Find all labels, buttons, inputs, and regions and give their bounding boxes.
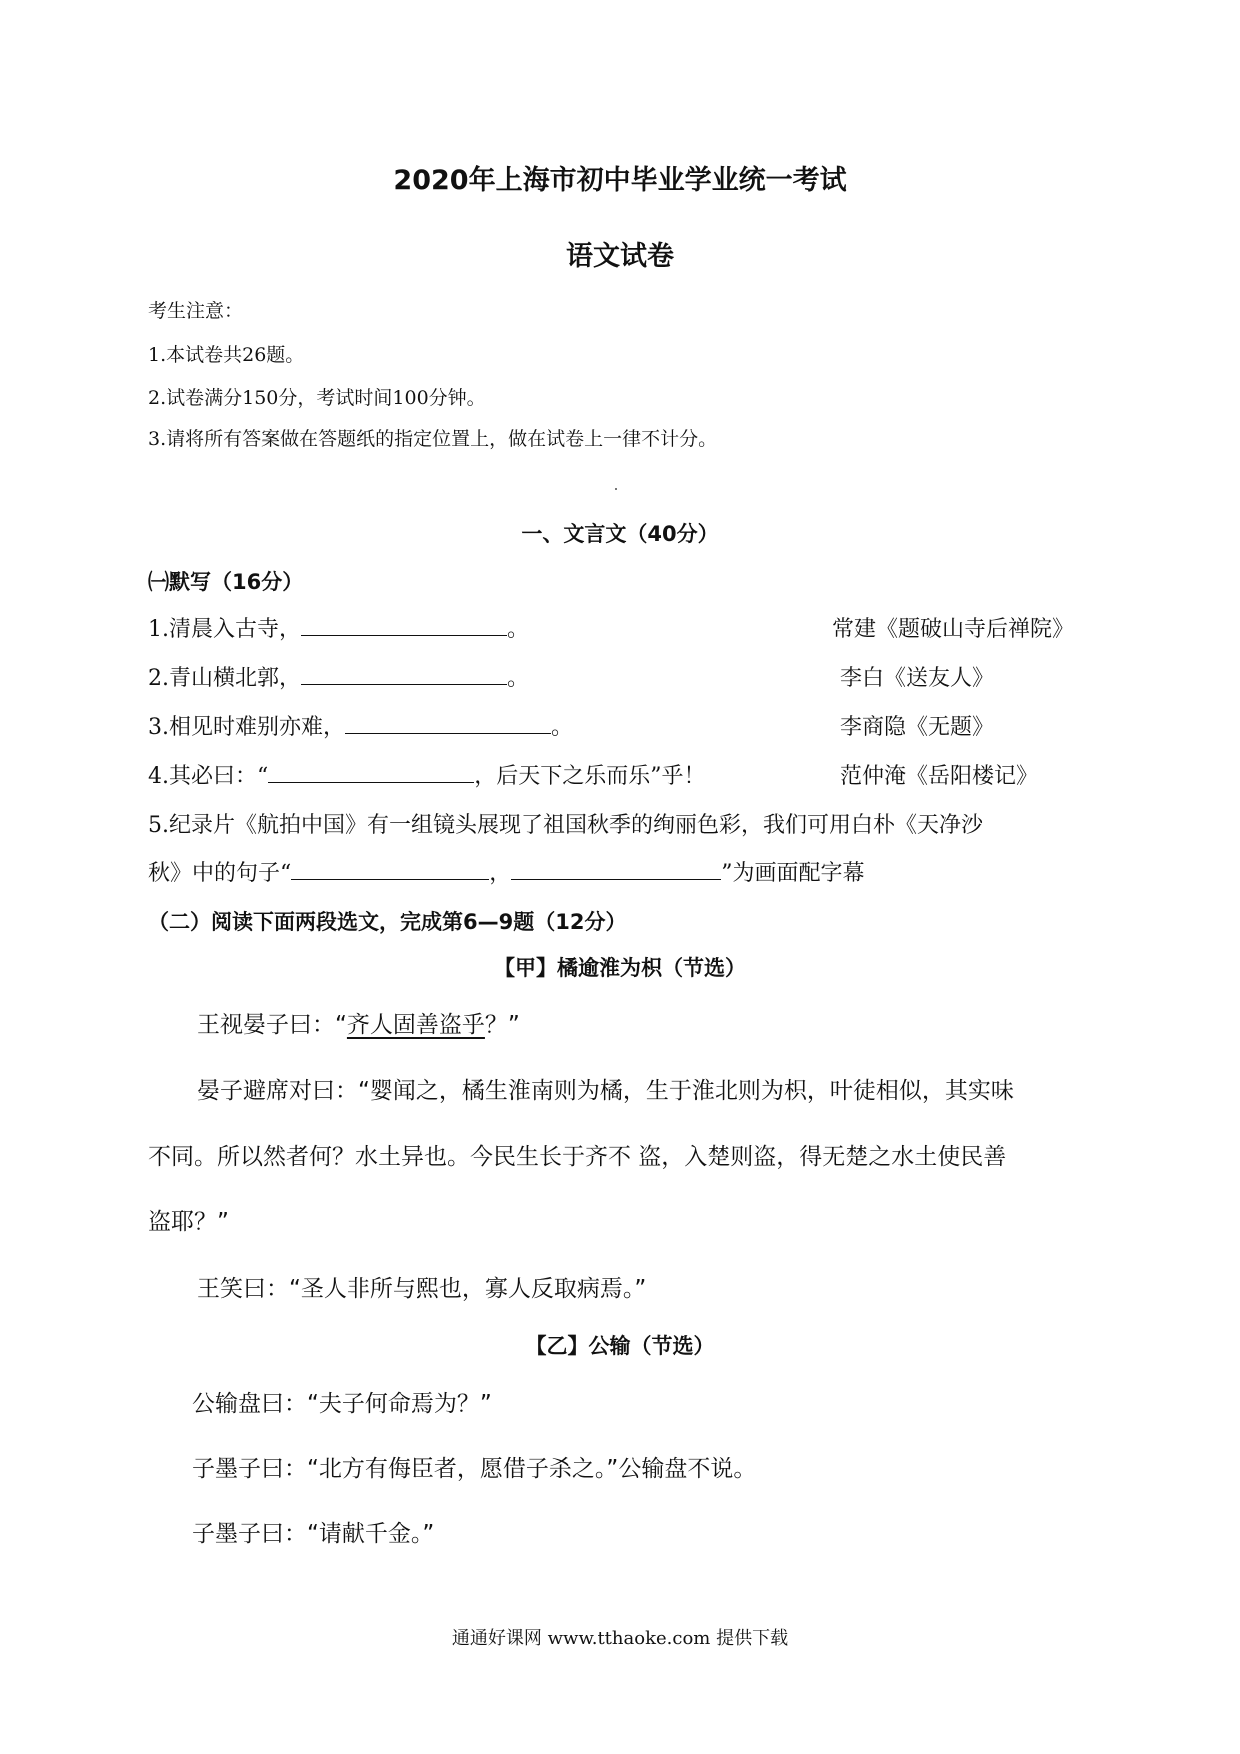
question-1-source: 常建《题破山寺后禅院》 [832, 617, 1075, 642]
question-2-suffix: 。 [507, 666, 530, 691]
answer-blank[interactable] [301, 613, 507, 636]
exam-subtitle: 语文试卷 [566, 241, 674, 272]
passage-a-paragraph-2-line1: 晏子避席对曰：“婴闻之，橘生淮南则为橘，生于淮北则为枳，叶徒相似，其实味 [197, 1078, 1014, 1104]
exam-title: 2020年上海市初中毕业学业统一考试 [393, 165, 847, 196]
answer-blank[interactable] [268, 760, 474, 783]
question-3 [148, 710, 573, 741]
answer-blank[interactable] [291, 857, 489, 880]
question-3-source: 李商隐《无题》 [840, 715, 995, 740]
notice-item: 1.本试卷共26题。 [148, 344, 305, 366]
question-4-source: 范仲淹《岳阳楼记》 [840, 764, 1039, 789]
question-4-suffix: ，后天下之乐而乐”乎！ [474, 764, 706, 789]
notice-heading: 考生注意： [148, 300, 244, 322]
question-3-prefix: 3.相见时难别亦难， [148, 715, 345, 740]
question-5-line1: 5.纪录片《航拍中国》有一组镜头展现了祖国秋季的绚丽色彩，我们可用白朴《天净沙 [148, 813, 983, 838]
question-5-suffix: ”为画面配字幕 [721, 861, 865, 886]
question-4 [148, 759, 706, 790]
section2-heading: （二）阅读下面两段选文，完成第6—9题（12分） [148, 910, 627, 934]
scan-speck [615, 488, 617, 490]
question-2-prefix: 2.青山横北郭， [148, 666, 301, 691]
answer-blank[interactable] [511, 857, 721, 880]
passage-a-paragraph-2-line2: 不同。所以然者何？水土异也。今民生长于齐不 盗，入楚则盗，得无楚之水土使民善 [148, 1144, 1007, 1170]
question-5-prefix: 秋》中的句子“ [148, 861, 292, 886]
notice-item: 3.请将所有答案做在答题纸的指定位置上，做在试卷上一律不计分。 [148, 428, 718, 450]
passage-b-paragraph-1: 公输盘曰：“夫子何命焉为？” [192, 1391, 492, 1417]
passage-a-p1-suffix: ？” [484, 1012, 520, 1038]
part1-heading: 一、文言文（40分） [521, 522, 719, 546]
question-5-mid: ， [489, 861, 512, 886]
passage-b-paragraph-2: 子墨子曰：“北方有侮臣者，愿借子杀之。”公输盘不说。 [192, 1456, 757, 1482]
question-3-suffix: 。 [551, 715, 574, 740]
question-1-suffix: 。 [507, 617, 530, 642]
passage-b-paragraph-3: 子墨子曰：“请献千金。” [192, 1521, 435, 1547]
section1-heading: ㈠默写（16分） [148, 570, 304, 594]
passage-a-title: 【甲】橘逾淮为枳（节选） [494, 956, 746, 980]
question-5-line2 [148, 856, 865, 887]
answer-blank[interactable] [345, 711, 551, 734]
passage-a-paragraph-2-line3: 盗耶？” [148, 1209, 229, 1235]
question-2-source: 李白《送友人》 [840, 666, 995, 691]
passage-a-p1-prefix: 王视晏子曰：“ [197, 1012, 347, 1038]
question-1-prefix: 1.清晨入古寺， [148, 617, 301, 642]
notice-item: 2.试卷满分150分，考试时间100分钟。 [148, 387, 486, 409]
question-4-prefix: 4.其必曰：“ [148, 764, 269, 789]
question-1 [148, 612, 529, 643]
underlined-sentence: 齐人固善盗乎 [346, 1012, 485, 1038]
question-2 [148, 661, 529, 692]
passage-a-paragraph-1 [197, 1006, 520, 1039]
passage-a-paragraph-3: 王笑曰：“圣人非所与熙也，寡人反取病焉。” [197, 1276, 647, 1302]
answer-blank[interactable] [301, 662, 507, 685]
passage-b-title: 【乙】公输（节选） [525, 1334, 715, 1358]
footer-download-note: 通通好课网 www.tthaoke.com 提供下载 [451, 1628, 789, 1649]
